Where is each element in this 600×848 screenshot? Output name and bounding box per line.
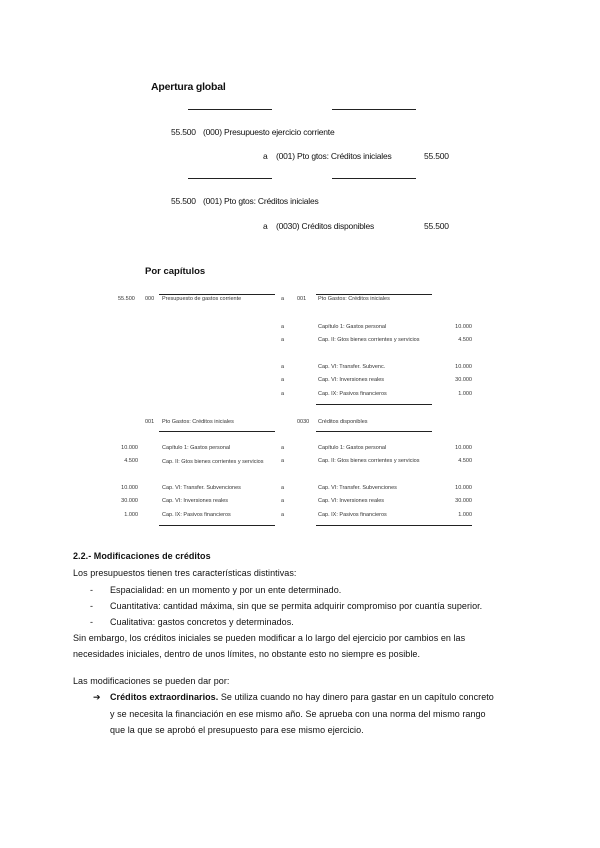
- block1-credit-label: Pto Gastos: Créditos iniciales: [318, 296, 390, 302]
- block2-credit-amount: 1.000: [458, 512, 472, 518]
- block2-debit-amount: 10.000: [121, 445, 138, 451]
- block1-row-amount: 4.500: [458, 337, 472, 343]
- divider: [316, 294, 432, 295]
- block1-debit-label: Presupuesto de gastos corriente: [162, 296, 242, 302]
- capitulos-title: Por capítulos: [145, 266, 206, 277]
- divider: [332, 178, 416, 179]
- block2-credit-label: Cap. VI: Transfer. Subvenciones: [318, 485, 397, 491]
- entry2-credit-prefix: a: [263, 221, 268, 231]
- block2-debit-label: Cap. II: Gtos bienes corrientes y servicios: [162, 459, 264, 465]
- section-intro: Los presupuestos tienen tres características distintivas:: [73, 568, 297, 578]
- block2-credit-amount: 30.000: [455, 498, 472, 504]
- block2-debit-label: Cap. VI: Transfer. Subvenciones: [162, 485, 241, 491]
- block1-row-a: a: [281, 364, 285, 370]
- arrow-item-line: y se necesita la financiación en ese mismo año. Se aprueba con una norma del mismo rango: [110, 709, 486, 719]
- entry1-credit-amount: 55.500: [424, 151, 449, 161]
- block2-debit-amount: 30.000: [121, 498, 138, 504]
- block1-row-label: Cap. VI: Inversiones reales: [318, 377, 385, 383]
- block1-row-label: Cap. IX: Pasivos financieros: [318, 391, 387, 397]
- entry2-debit-account: (001) Pto gtos: Créditos iniciales: [203, 196, 319, 206]
- arrow-item-text: Se utiliza cuando no hay dinero para gastar en un capítulo concreto: [218, 692, 494, 702]
- entry1-credit-account: (001) Pto gtos: Créditos iniciales: [276, 151, 392, 161]
- block2-debit-label: Cap. IX: Pasivos financieros: [162, 512, 231, 518]
- block1-row-a: a: [281, 391, 285, 397]
- block1-row-a: a: [281, 377, 285, 383]
- block2-credit-label: Cap. II: Gtos bienes corrientes y servicios: [318, 458, 420, 464]
- block2-debit-code: 001: [145, 419, 155, 425]
- block1-row-amount: 30.000: [455, 377, 472, 383]
- block2-credit-amount: 10.000: [455, 445, 472, 451]
- divider: [188, 178, 272, 179]
- divider: [159, 525, 275, 526]
- apertura-title: Apertura global: [151, 81, 226, 93]
- divider: [316, 431, 432, 432]
- divider: [159, 431, 275, 432]
- bullet-marker: -: [90, 601, 94, 611]
- divider: [316, 404, 432, 405]
- bullet-item: Cuantitativa: cantidad máxima, sin que se permita adquirir compromiso por cuantía superior.: [110, 601, 483, 611]
- arrow-item-line: que la que se aprobó el presupuesto para ese mismo ejercicio.: [110, 725, 364, 735]
- entry2-credit-amount: 55.500: [424, 221, 449, 231]
- block2-debit-label: Capítulo 1: Gastos personal: [162, 445, 231, 451]
- divider: [188, 109, 272, 110]
- paragraph-line: necesidades iniciales, dentro de unos límites, no obstante esto no siempre es posible.: [73, 649, 421, 659]
- block2-debit-label: Pto Gastos: Créditos iniciales: [162, 419, 234, 425]
- block1-debit-code: 000: [145, 296, 155, 302]
- block1-debit-amount: 55.500: [118, 296, 135, 302]
- block2-row-a: a: [281, 458, 285, 464]
- block1-row-label: Capítulo 1: Gastos personal: [318, 324, 387, 330]
- block1-row-a: a: [281, 324, 285, 330]
- entry1-debit-account: (000) Presupuesto ejercicio corriente: [203, 127, 335, 137]
- block1-credit-code: 001: [297, 296, 307, 302]
- entry2-credit-account: (0030) Créditos disponibles: [276, 221, 375, 231]
- block1-row-label: Cap. VI: Transfer. Subvenc.: [318, 364, 386, 370]
- block2-debit-amount: 10.000: [121, 485, 138, 491]
- block2-credit-code: 0030: [297, 419, 310, 425]
- block1-row-a: a: [281, 337, 285, 343]
- block2-row-a: a: [281, 498, 285, 504]
- block2-debit-label: Cap. VI: Inversiones reales: [162, 498, 229, 504]
- block2-row-a: a: [281, 512, 285, 518]
- divider: [316, 525, 472, 526]
- block1-a: a: [281, 296, 285, 302]
- entry1-credit-prefix: a: [263, 151, 268, 161]
- block2-credit-label: Cap. VI: Inversiones reales: [318, 498, 385, 504]
- arrow-item-bold: Créditos extraordinarios.: [110, 692, 219, 702]
- block2-credit-label: Créditos disponibles: [318, 419, 368, 425]
- bullet-marker: -: [90, 617, 94, 627]
- block2-row-a: a: [281, 445, 285, 451]
- bullet-marker: -: [90, 585, 94, 595]
- block1-row-amount: 10.000: [455, 364, 472, 370]
- entry2-debit-amount: 55.500: [171, 196, 196, 206]
- block2-credit-label: Capítulo 1: Gastos personal: [318, 445, 387, 451]
- block2-credit-label: Cap. IX: Pasivos financieros: [318, 512, 387, 518]
- bullet-item: Cualitativa: gastos concretos y determinados.: [110, 617, 294, 627]
- block2-credit-amount: 10.000: [455, 485, 472, 491]
- arrow-icon: ➔: [93, 692, 101, 702]
- mods-intro: Las modificaciones se pueden dar por:: [73, 676, 230, 686]
- arrow-item-line: [110, 692, 494, 702]
- entry1-debit-amount: 55.500: [171, 127, 196, 137]
- block2-debit-amount: 4.500: [124, 458, 138, 464]
- block1-row-label: Cap. II: Gtos bienes corrientes y servicios: [318, 337, 420, 343]
- divider: [332, 109, 416, 110]
- paragraph-line: Sin embargo, los créditos iniciales se pueden modificar a lo largo del ejercicio por cambios en las: [73, 633, 466, 643]
- block1-row-amount: 10.000: [455, 324, 472, 330]
- block2-credit-amount: 4.500: [458, 458, 472, 464]
- bullet-item: Espacialidad: en un momento y por un ente determinado.: [110, 585, 342, 595]
- block2-debit-amount: 1.000: [124, 512, 138, 518]
- block1-row-amount: 1.000: [458, 391, 472, 397]
- section-heading: 2.2.- Modificaciones de créditos: [73, 551, 211, 561]
- divider: [159, 294, 275, 295]
- block2-row-a: a: [281, 485, 285, 491]
